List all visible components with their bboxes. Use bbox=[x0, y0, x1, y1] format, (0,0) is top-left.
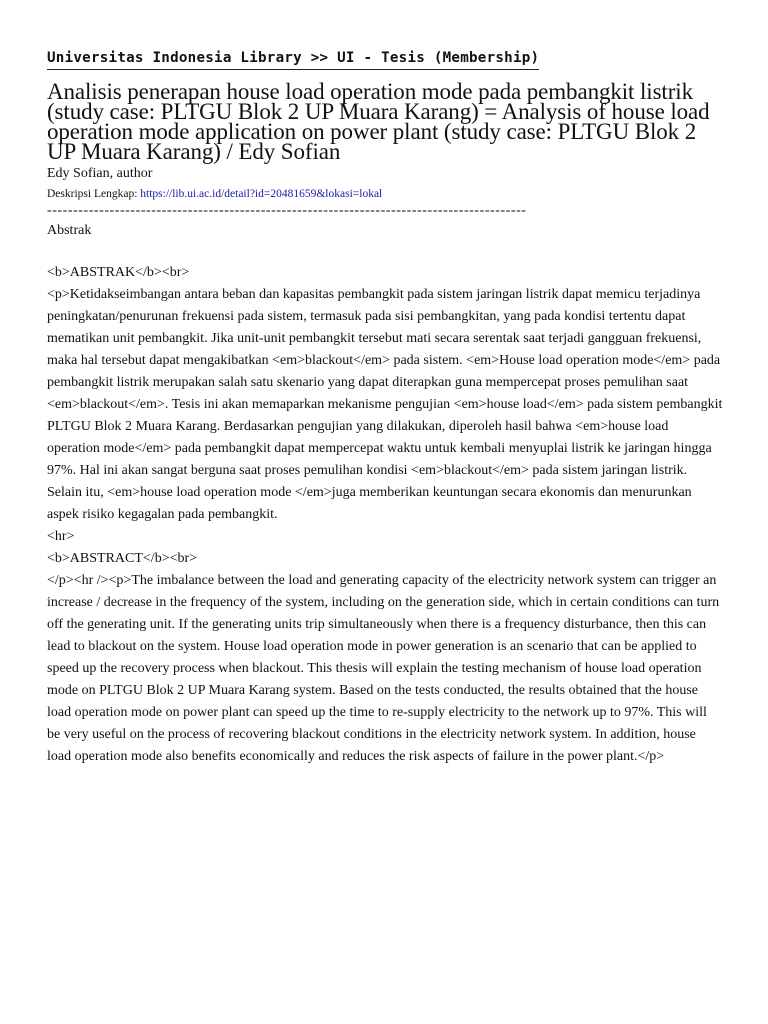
author-line: Edy Sofian, author bbox=[47, 166, 153, 181]
abstract-line: <b>ABSTRAK</b><br> bbox=[47, 265, 190, 280]
description-row bbox=[47, 186, 382, 202]
abstract-body bbox=[47, 262, 723, 768]
document-title: Analisis penerapan house load operation mode pada pembangkit listrik (study case: PLTGU Blok 2 UP Muara Karang) = Analysis of house load operation mode application on power plant (study case: PLTGU Blok 2 UP Muara Karang) / Edy Sofian bbox=[47, 79, 710, 164]
abstract-line: <hr> bbox=[47, 529, 75, 544]
section-label-abstrak: Abstrak bbox=[47, 223, 92, 238]
breadcrumb[interactable]: Universitas Indonesia Library >> UI - Tesis (Membership) bbox=[47, 48, 539, 70]
description-link[interactable]: https://lib.ui.ac.id/detail?id=20481659&lokasi=lokal bbox=[140, 188, 383, 200]
description-label: Deskripsi Lengkap: bbox=[47, 188, 141, 200]
abstract-paragraph-id: <p>Ketidakseimbangan antara beban dan kapasitas pembangkit pada sistem jaringan listrik dapat memicu terjadinya peningkatan/penurunan frekuensi pada sistem, termasuk pada sisi pembangkitan, yang pada kondisi tertentu dapat mematikan unit pembangkit. Jika unit-unit pembangkit tersebut mati secara serentak saat terjadi gangguan frekuensi, maka hal tersebut dapat mengakibatkan <em>blackout</em> pada sistem. <em>House load operation mode</em> pada pembangkit listrik merupakan salah satu skenario yang dapat diterapkan guna mempercepat proses pemulihan saat <em>blackout</em>. Tesis ini akan memaparkan mekanisme pengujian <em>house load</em> pada sistem pembangkit PLTGU Blok 2 Muara Karang. Berdasarkan pengujian yang dilakukan, diperoleh hasil bahwa <em>house load operation mode</em> pada pembangkit dapat mempercepat waktu untuk kembali menyuplai listrik ke jaringan hingga 97%. Hal ini akan sangat berguna saat proses pemulihan kondisi <em>blackout</em> pada sistem jaringan listrik. Selain itu, <em>house load operation mode </em>juga memberikan keuntungan secara ekonomis dan menurunkan aspek risiko kegagalan pada pembangkit. bbox=[47, 287, 723, 522]
dashed-divider: -------------------------------------------------------------------------------------------- bbox=[47, 203, 527, 218]
abstract-line: <b>ABSTRACT</b><br> bbox=[47, 551, 198, 566]
abstract-paragraph-en: </p><hr /><p>The imbalance between the load and generating capacity of the electricity network system can trigger an increase / decrease in the frequency of the system, including on the generation side, which in certain conditions can turn off the generating unit. If the generating units trip simultaneously when there is a frequency disturbance, then this can lead to blackout on the system. House load operation mode in power generation is an scenario that can be applied to speed up the recovery process when blackout. This thesis will explain the testing mechanism of house load operation mode on PLTGU Blok 2 UP Muara Karang system. Based on the tests conducted, the results obtained that the house load operation mode on power plant can speed up the time to re-supply electricity to the network up to 97%. This will be very useful on the process of recovering blackout conditions in the electricity network system. In addition, house load operation mode also benefits economically and reduces the risk aspects of failure in the power plant.</p> bbox=[47, 573, 720, 764]
